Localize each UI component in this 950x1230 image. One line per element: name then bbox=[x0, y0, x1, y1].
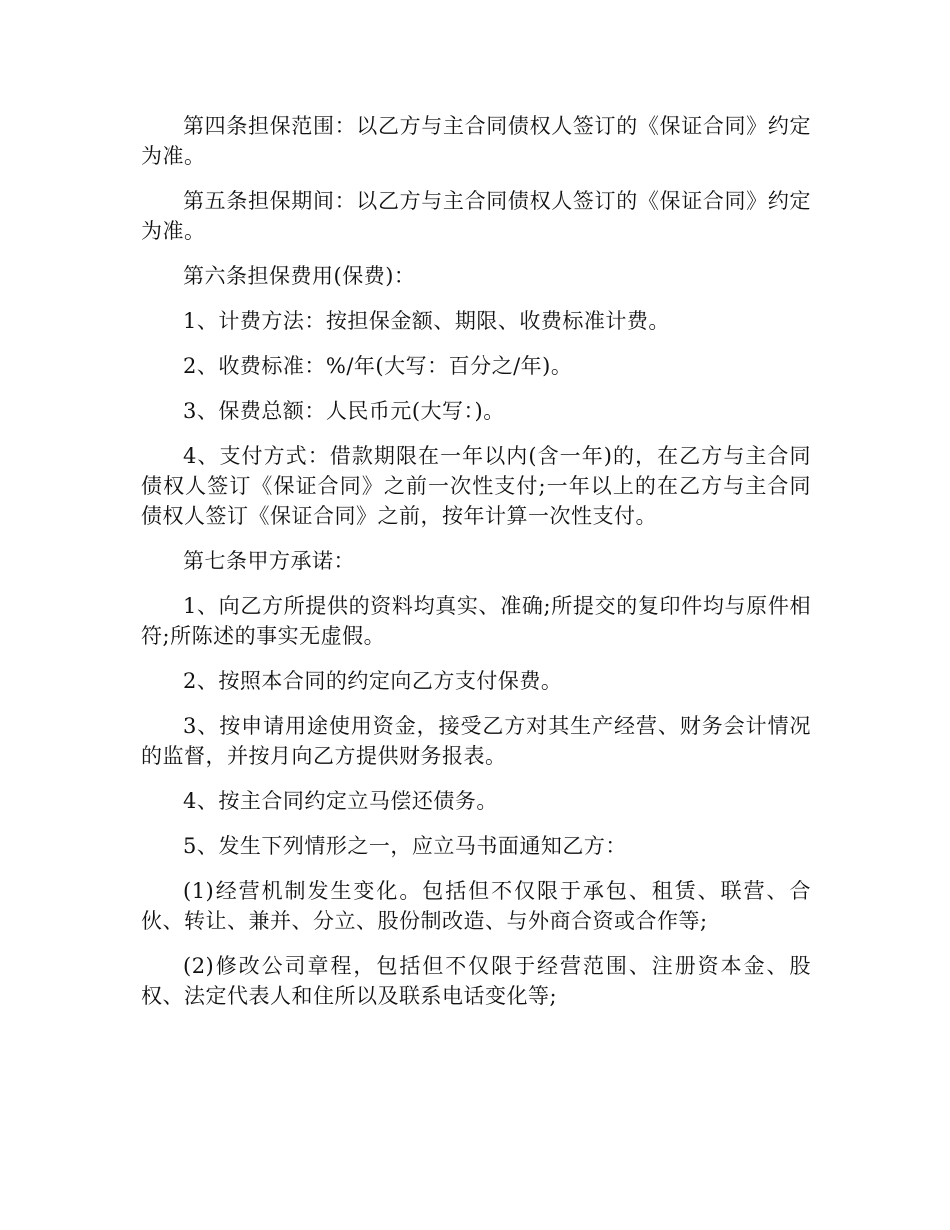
document-body bbox=[141, 111, 811, 1026]
clause-4-scope: 第四条担保范围：以乙方与主合同债权人签订的《保证合同》约定为准。 bbox=[141, 114, 811, 168]
clause-6-item-4: 4、支付方式：借款期限在一年以内(含一年)的，在乙方与主合同债权人签订《保证合同》之前一次性支付;一年以上的在乙方与主合同债权人签订《保证合同》之前，按年计算一次性支付。 bbox=[141, 444, 811, 528]
clause-5-period: 第五条担保期间：以乙方与主合同债权人签订的《保证合同》约定为准。 bbox=[141, 189, 811, 243]
clause-6-item-2: 2、收费标准：%/年(大写：百分之/年)。 bbox=[183, 354, 573, 378]
clause-7-item-3: 3、按申请用途使用资金，接受乙方对其生产经营、财务会计情况的监督，并按月向乙方提供财务报表。 bbox=[141, 714, 811, 768]
clause-6-heading: 第六条担保费用(保费)： bbox=[183, 264, 416, 288]
clause-6-item-1: 1、计费方法：按担保金额、期限、收费标准计费。 bbox=[183, 309, 670, 333]
clause-7-item-5: 5、发生下列情形之一，应立马书面通知乙方： bbox=[183, 834, 627, 858]
clause-7-item-1: 1、向乙方所提供的资料均真实、准确;所提交的复印件均与原件相符;所陈述的事实无虚假。 bbox=[141, 594, 811, 648]
clause-7-heading: 第七条甲方承诺： bbox=[183, 549, 355, 573]
clause-7-subitem-2: (2)修改公司章程，包括但不仅限于经营范围、注册资本金、股权、法定代表人和住所以及联系电话变化等; bbox=[141, 954, 811, 1008]
clause-7-subitem-1: (1)经营机制发生变化。包括但不仅限于承包、租赁、联营、合伙、转让、兼并、分立、股份制改造、与外商合资或合作等; bbox=[141, 879, 811, 933]
clause-7-item-4: 4、按主合同约定立马偿还债务。 bbox=[183, 789, 498, 813]
clause-6-item-3: 3、保费总额：人民币元(大写：)。 bbox=[183, 399, 505, 423]
clause-7-item-2: 2、按照本合同的约定向乙方支付保费。 bbox=[183, 669, 563, 693]
